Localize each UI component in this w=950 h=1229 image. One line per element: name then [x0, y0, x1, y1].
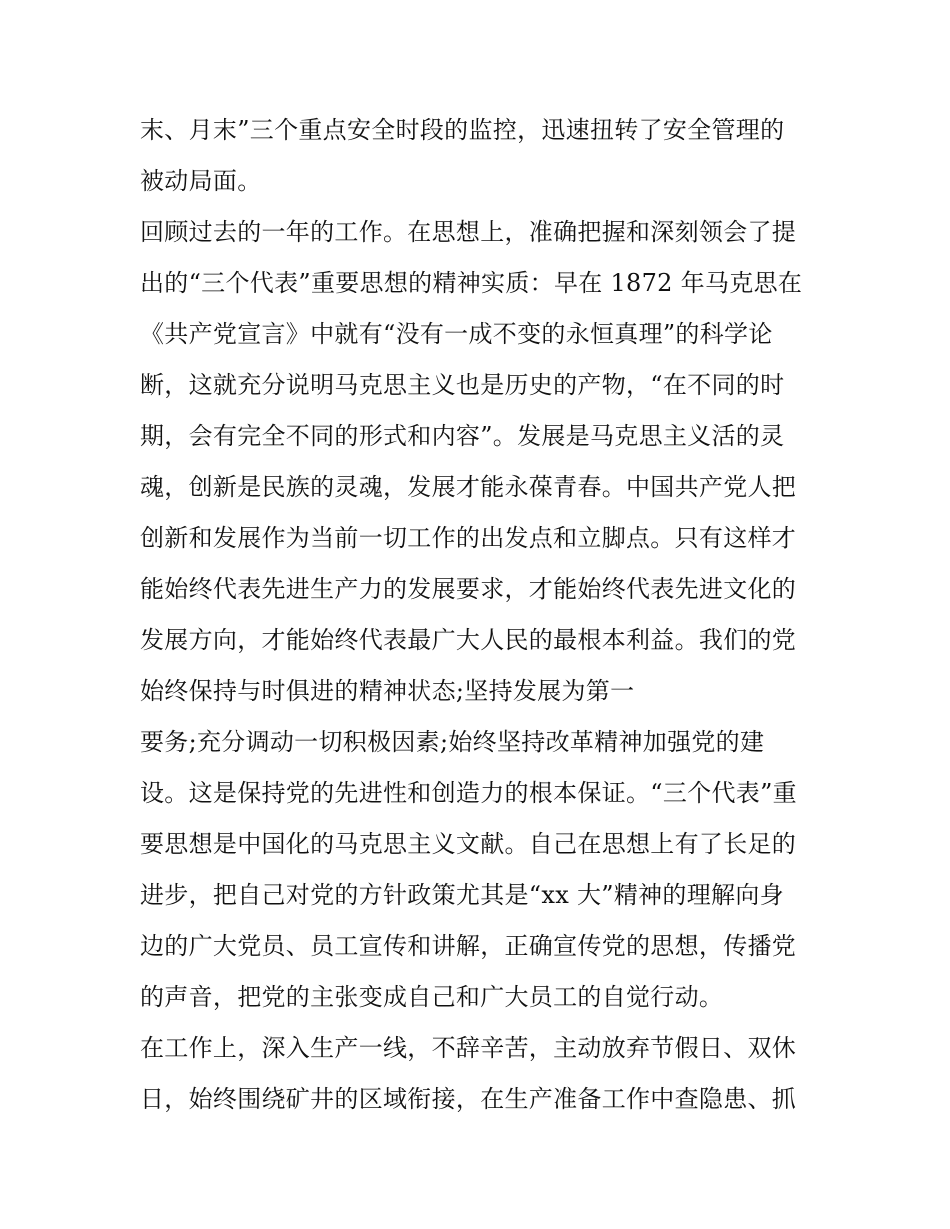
text-line: 要思想是中国化的马克思主义文献。自己在思想上有了长足的 [140, 830, 797, 858]
text-line: 边的广大党员、员工宣传和讲解，正确宣传党的思想，传播党 [140, 932, 797, 960]
text-line: 《共产党宣言》中就有“没有一成不变的永恒真理”的科学论 [140, 320, 773, 348]
text-line: 断，这就充分说明马克思主义也是历史的产物，“在不同的时 [140, 371, 785, 399]
text-line: 始终保持与时俱进的精神状态;坚持发展为第一 [140, 677, 635, 705]
text-line: 在工作上，深入生产一线，不辞辛苦，主动放弃节假日、双休 [140, 1034, 797, 1062]
text-line: 能始终代表先进生产力的发展要求，才能始终代表先进文化的 [140, 575, 797, 603]
text-line: 进步，把自己对党的方针政策尤其是“xx 大”精神的理解向身 [140, 881, 784, 909]
text-line: 末、月末”三个重点安全时段的监控，迅速扭转了安全管理的 [140, 116, 785, 144]
body-text [140, 110, 830, 1130]
text-line: 的声音，把党的主张变成自己和广大员工的自觉行动。 [140, 983, 724, 1011]
text-line: 要务;充分调动一切积极因素;始终坚持改革精神加强党的建 [140, 728, 765, 756]
text-line: 日，始终围绕矿井的区域衔接，在生产准备工作中查隐患、抓 [140, 1085, 797, 1113]
text-line: 创新和发展作为当前一切工作的出发点和立脚点。只有这样才 [140, 524, 797, 552]
text-line: 出的“三个代表”重要思想的精神实质：早在 1872 年马克思在 [140, 269, 803, 297]
text-line: 设。这是保持党的先进性和创造力的根本保证。“三个代表”重 [140, 779, 797, 807]
text-line: 被动局面。 [140, 167, 262, 195]
text-line: 发展方向，才能始终代表最广大人民的最根本利益。我们的党 [140, 626, 797, 654]
text-line: 回顾过去的一年的工作。在思想上，准确把握和深刻领会了提 [140, 218, 797, 246]
text-line: 魂，创新是民族的灵魂，发展才能永葆青春。中国共产党人把 [140, 473, 797, 501]
text-line: 期，会有完全不同的形式和内容”。发展是马克思主义活的灵 [140, 422, 785, 450]
